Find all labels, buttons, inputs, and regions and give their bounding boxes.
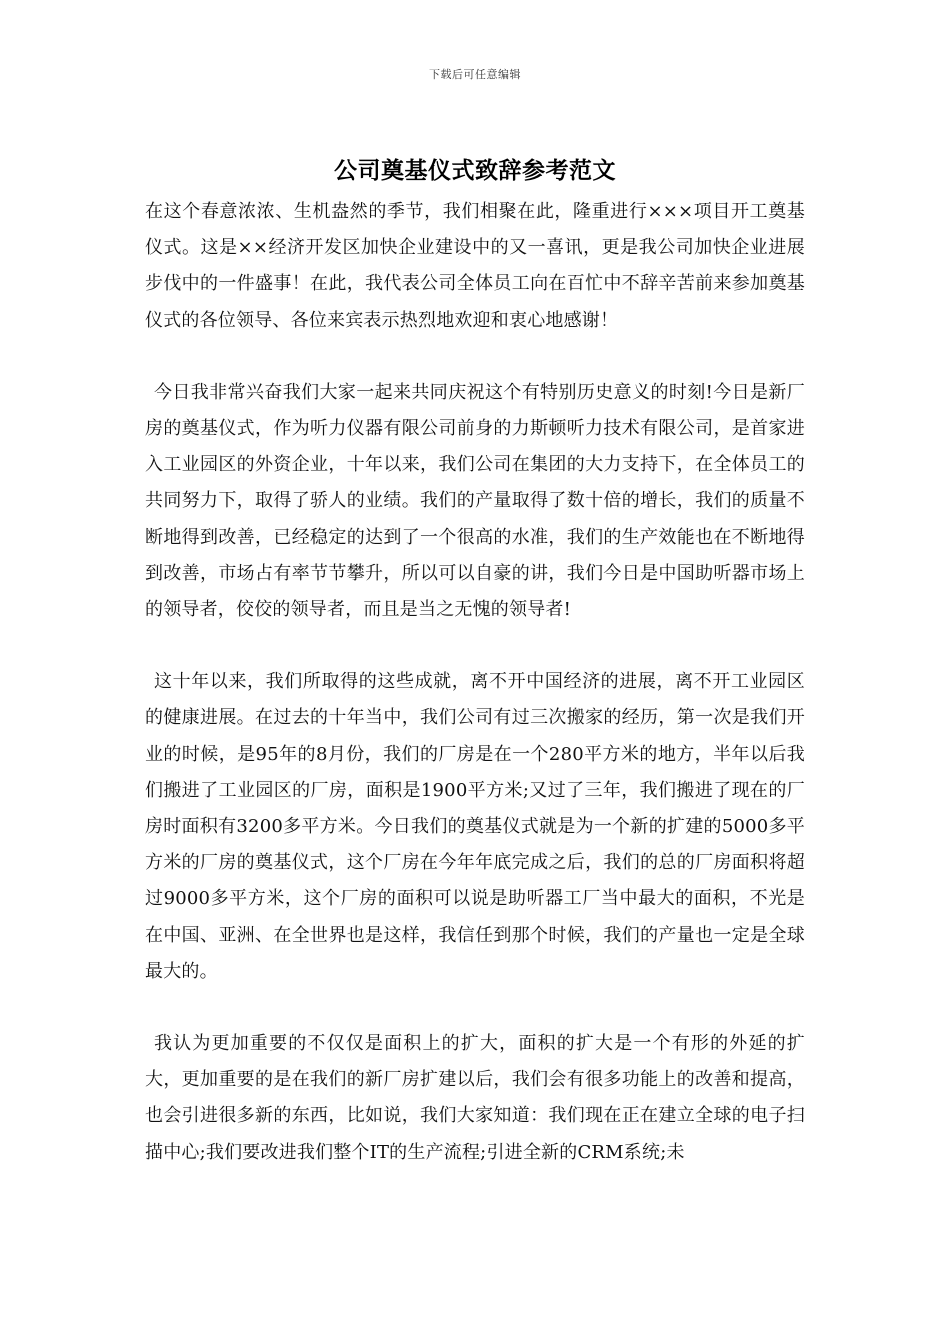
paragraph-improvements: 我认为更加重要的不仅仅是面积上的扩大，面积的扩大是一个有形的外延的扩大，更加重要的是在我们的新厂房扩建以后，我们会有很多功能上的改善和提高，也会引进很多新的东西，比如说，我们大家知道：我们现在正在建立全球的电子扫描中心;我们要改进我们整个IT的生产流程;引进全新的CRM系统;未 [145, 1033, 805, 1163]
document-body [145, 194, 805, 1171]
paragraph-history: 这十年以来，我们所取得的这些成就，离不开中国经济的进展，离不开工业园区的健康进展。在过去的十年当中，我们公司有过三次搬家的经历，第一次是我们开业的时候，是95年的8月份，我们的厂房是在一个280平方米的地方，半年以后我们搬进了工业园区的厂房，面积是1900平方米;又过了三年，我们搬进了现在的厂房时面积有3200多平方米。今日我们的奠基仪式就是为一个新的扩建的5000多平方米的厂房的奠基仪式，这个厂房在今年年底完成之后，我们的总的厂房面积将超过9000多平方米，这个厂房的面积可以说是助听器工厂当中最大的面积，不光是在中国、亚洲、在全世界也是这样，我信任到那个时候，我们的产量也一定是全球最大的。 [145, 671, 805, 982]
paragraph-celebration: 今日我非常兴奋我们大家一起来共同庆祝这个有特别历史意义的时刻!今日是新厂房的奠基仪式，作为听力仪器有限公司前身的力斯顿听力技术有限公司，是首家进入工业园区的外资企业，十年以来，我们公司在集团的大力支持下，在全体员工的共同努力下，取得了骄人的业绩。我们的产量取得了数十倍的增长，我们的质量不断地得到改善，已经稳定的达到了一个很高的水准，我们的生产效能也在不断地得到改善，市场占有率节节攀升，所以可以自豪的讲，我们今日是中国助听器市场上的领导者，佼佼的领导者，而且是当之无愧的领导者! [145, 381, 805, 621]
document-title: 公司奠基仪式致辞参考范文 [334, 157, 616, 184]
paragraph-opening: 在这个春意浓浓、生机盎然的季节，我们相聚在此，隆重进行×××项目开工奠基仪式。这是××经济开发区加快企业建设中的又一喜讯，更是我公司加快企业进展步伐中的一件盛事！在此，我代表公司全体员工向在百忙中不辞辛苦前来参加奠基仪式的各位领导、各位来宾表示热烈地欢迎和衷心地感谢！ [145, 201, 805, 331]
header-note: 下载后可任意编辑 [429, 68, 521, 81]
